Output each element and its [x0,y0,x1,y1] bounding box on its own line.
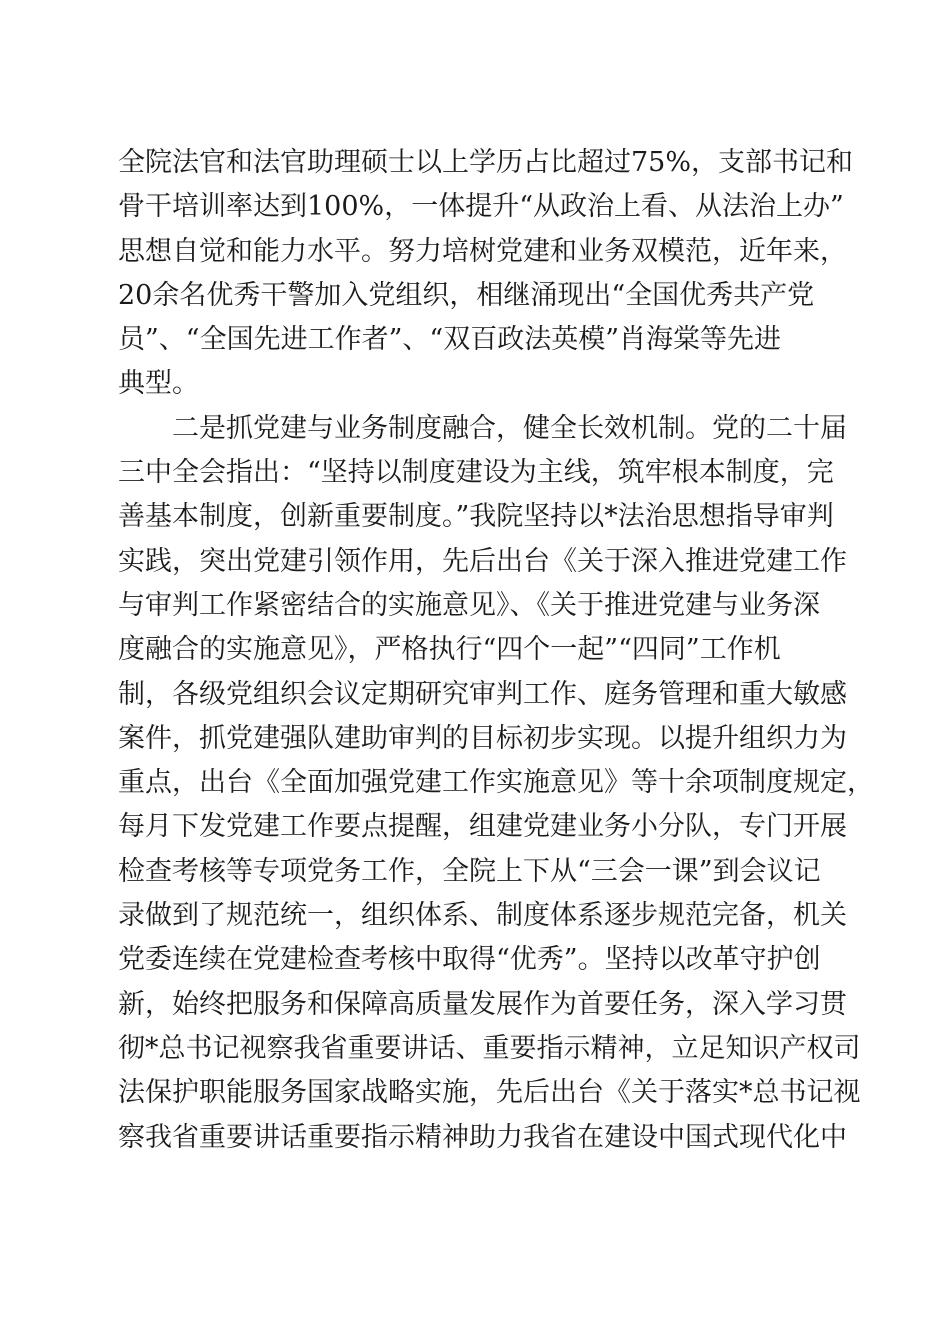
text-line: 全院法官和法官助理硕士以上学历占比超过75%，支部书记和 [118,147,854,178]
text-line: 与审判工作紧密结合的实施意见》、《关于推进党建与业务深 [118,589,820,621]
text-line: 员”、“全国先进工作者”、“双百政法英模”肖海棠等先进 [118,324,782,356]
text-line: 重点，出台《全面加强党建工作实施意见》等十余项制度规定， [118,767,874,799]
text-line: 新，始终把服务和保障高质量发展作为首要任务，深入学习贯 [118,988,847,1020]
text-line: 彻*总书记视察我省重要讲话、重要指示精神，立足知识产权司 [118,1032,861,1064]
paragraph-start-line: 二是抓党建与业务制度融合，健全长效机制。党的二十届 [172,412,847,444]
text-line: 录做到了规范统一，组织体系、制度体系逐步规范完备，机关 [118,900,847,932]
text-line: 法保护职能服务国家战略实施，先后出台《关于落实*总书记视 [118,1077,861,1109]
text-line: 实践，突出党建引领作用，先后出台《关于深入推进党建工作 [118,545,847,577]
text-line: 案件，抓党建强队建助审判的目标初步实现。以提升组织力为 [118,722,847,754]
text-line: 每月下发党建工作要点提醒，组建党建业务小分队，专门开展 [118,811,847,843]
text-line: 检查考核等专项党务工作，全院上下从“三会一课”到会议记 [118,855,821,887]
text-line: 度融合的实施意见》，严格执行“四个一起”“四同”工作机 [118,634,781,666]
text-line: 善基本制度，创新重要制度。”我院坚持以*法治思想指导审判 [118,501,834,533]
text-line: 典型。 [118,368,199,400]
text-line: 党委连续在党建检查考核中取得“优秀”。坚持以改革守护创 [118,944,821,976]
body-text [118,141,874,1160]
text-line: 骨干培训率达到100%，一体提升“从政治上看、从法治上办” [118,191,844,223]
text-line: 察我省重要讲话重要指示精神助力我省在建设中国式现代化中 [118,1121,847,1153]
text-line: 三中全会指出：“坚持以制度建设为主线，筑牢根本制度，完 [118,457,834,489]
text-line: 制，各级党组织会议定期研究审判工作、庭务管理和重大敏感 [118,678,847,710]
text-line: 思想自觉和能力水平。努力培树党建和业务双模范，近年来， [118,235,847,267]
text-line: 20余名优秀干警加入党组织，相继涌现出“全国优秀共产党 [118,279,815,311]
